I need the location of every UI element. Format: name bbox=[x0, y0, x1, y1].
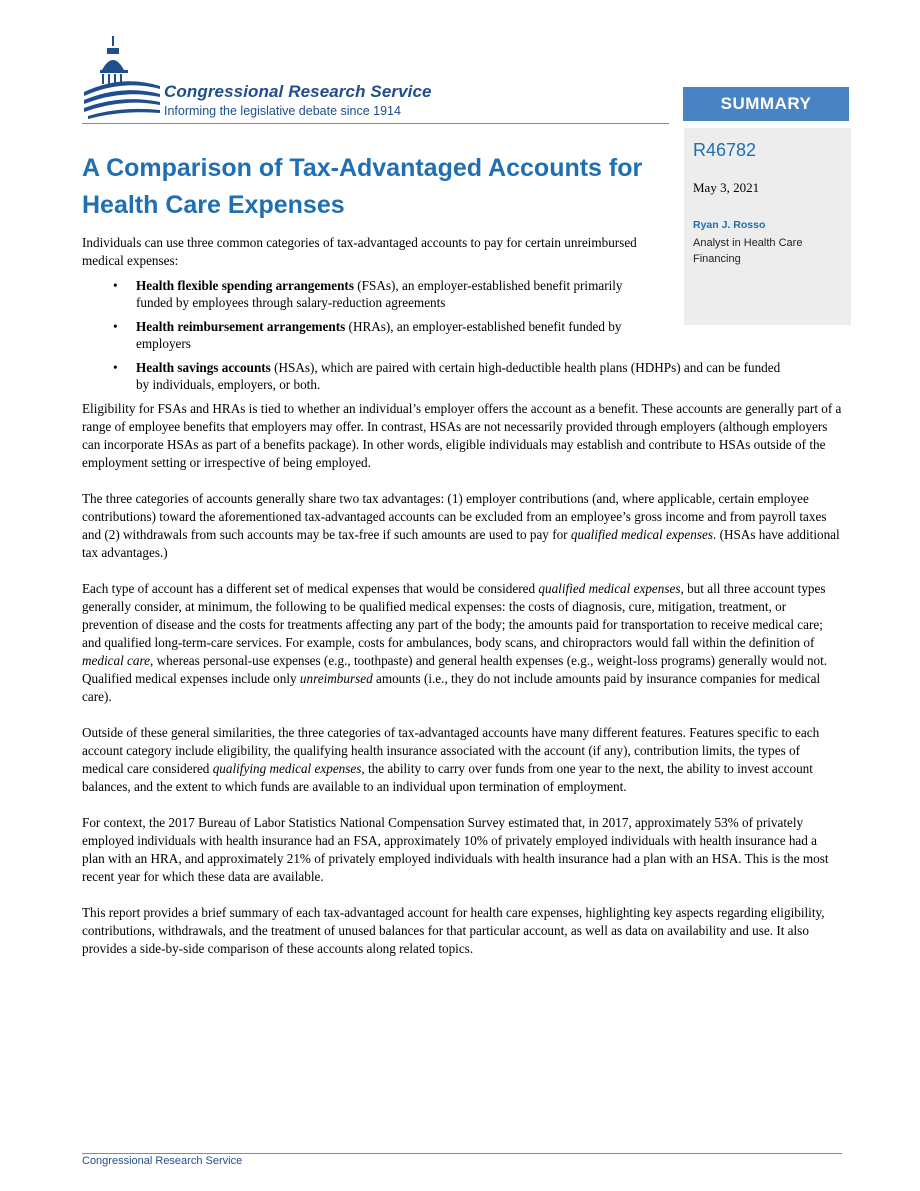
paragraph-differences: Outside of these general similarities, the three categories of tax-advantaged accounts have many different features. Features specific to each account category include eligibility, the qualifying health insurance associated with the account (if any), contribution limits, the types of medical care considered qualifying medical expenses, the ability to carry over funds from one year to the next, the ability to invest account balances, and the extent to which funds are available to an individual upon termination of employment. bbox=[82, 725, 820, 794]
capitol-dome-icon bbox=[82, 34, 162, 124]
paragraph-context: For context, the 2017 Bureau of Labor Statistics National Compensation Survey estimated that, in 2017, approximately 53% of privately employed individuals with health insurance had an FSA, approximately 10% of privately employed individuals with health insurance had a plan with an HRA, and approximately 21% of privately employed individuals with health insurance had a plan with an HSA. This is the most recent year for which these data are available. bbox=[82, 815, 829, 884]
paragraph-tax-advantages: The three categories of accounts generally share two tax advantages: (1) employer contributions (and, where applicable, certain employee contributions) toward the aforementioned tax-advantaged accounts can be excluded from an employee’s gross income and from payroll taxes and (2) withdrawals from such accounts may be tax-free if such amounts are used to pay for qualified medical expenses. (HSAs have additional tax advantages.) bbox=[82, 491, 840, 560]
intro-paragraph: Individuals can use three common categories of tax-advantaged accounts to pay for certain unreimbursed medical expenses: bbox=[82, 235, 637, 268]
org-tagline: Informing the legislative debate since 1914 bbox=[164, 104, 401, 118]
bullet-icon: • bbox=[113, 278, 118, 293]
header-divider bbox=[82, 123, 669, 124]
bullet-term: Health reimbursement arrangements bbox=[136, 319, 346, 334]
list-item-hsa bbox=[82, 359, 796, 393]
paragraph-qualified-expenses: Each type of account has a different set of medical expenses that would be considered qualified medical expenses, but all three account types generally consider, at minimum, the following to be qualified medical expenses: the costs of diagnosis, cure, mitigation, treatment, or prevention of disease and the costs for treatments affecting any part of the body; the amounts paid for transportation to receive medical care; and qualified long-term-care services. For example, costs for ambulances, body scans, and chiropractors would fall within the definition of medical care, whereas personal-use expenses (e.g., toothpaste) and general health expenses (e.g., weight-loss programs) generally would not. Qualified medical expenses include only unreimbursed amounts (i.e., they do not include amounts paid by insurance companies for medical care). bbox=[82, 581, 828, 704]
summary-body bbox=[82, 400, 842, 976]
summary-banner: SUMMARY bbox=[683, 87, 849, 121]
list-item-hra bbox=[82, 318, 646, 352]
crs-logo bbox=[82, 34, 482, 124]
account-types-list bbox=[82, 277, 802, 400]
paragraph-report-scope: This report provides a brief summary of each tax-advantaged account for health care expenses, highlighting key aspects regarding eligibility, contributions, withdrawals, and the treatment of unused balances for that particular account, as well as data on availability and use. It also provides a side-by-side comparison of these accounts along related topics. bbox=[82, 905, 825, 956]
author-name: Ryan J. Rosso bbox=[693, 219, 766, 231]
report-number: R46782 bbox=[693, 140, 757, 160]
bullet-icon: • bbox=[113, 360, 118, 375]
bullet-icon: • bbox=[113, 319, 118, 334]
footer-text: Congressional Research Service bbox=[82, 1155, 243, 1167]
paragraph-eligibility: Eligibility for FSAs and HRAs is tied to whether an individual’s employer offers the account as a benefit. These accounts are generally part of a range of employee benefits that employers may offer. In contrast, HSAs are not necessarily provided through employers (although employers can incorporate HSAs as part of a benefits package). In other words, eligible individuals may establish and contribute to HSAs outside of the employment setting or irrespective of being employed. bbox=[82, 401, 842, 470]
list-item-fsa bbox=[82, 277, 646, 311]
bullet-description: (HRAs), an employer-established benefit funded by employers bbox=[136, 319, 622, 351]
bullet-term: Health savings accounts bbox=[136, 360, 271, 375]
bullet-description: (HSAs), which are paired with certain high-deductible health plans (HDHPs) and can be funded by individuals, employers, or both. bbox=[136, 360, 781, 392]
bullet-term: Health flexible spending arrangements bbox=[136, 278, 354, 293]
org-name: Congressional Research Service bbox=[164, 82, 432, 101]
footer-divider bbox=[82, 1153, 842, 1154]
author-title: Analyst in Health Care Financing bbox=[693, 237, 803, 265]
bullet-description: (FSAs), an employer-established benefit primarily funded by employees through salary-reduction agreements bbox=[136, 278, 623, 310]
page-title: A Comparison of Tax-Advantaged Accounts for Health Care Expenses bbox=[82, 154, 643, 219]
report-date: May 3, 2021 bbox=[693, 180, 760, 195]
